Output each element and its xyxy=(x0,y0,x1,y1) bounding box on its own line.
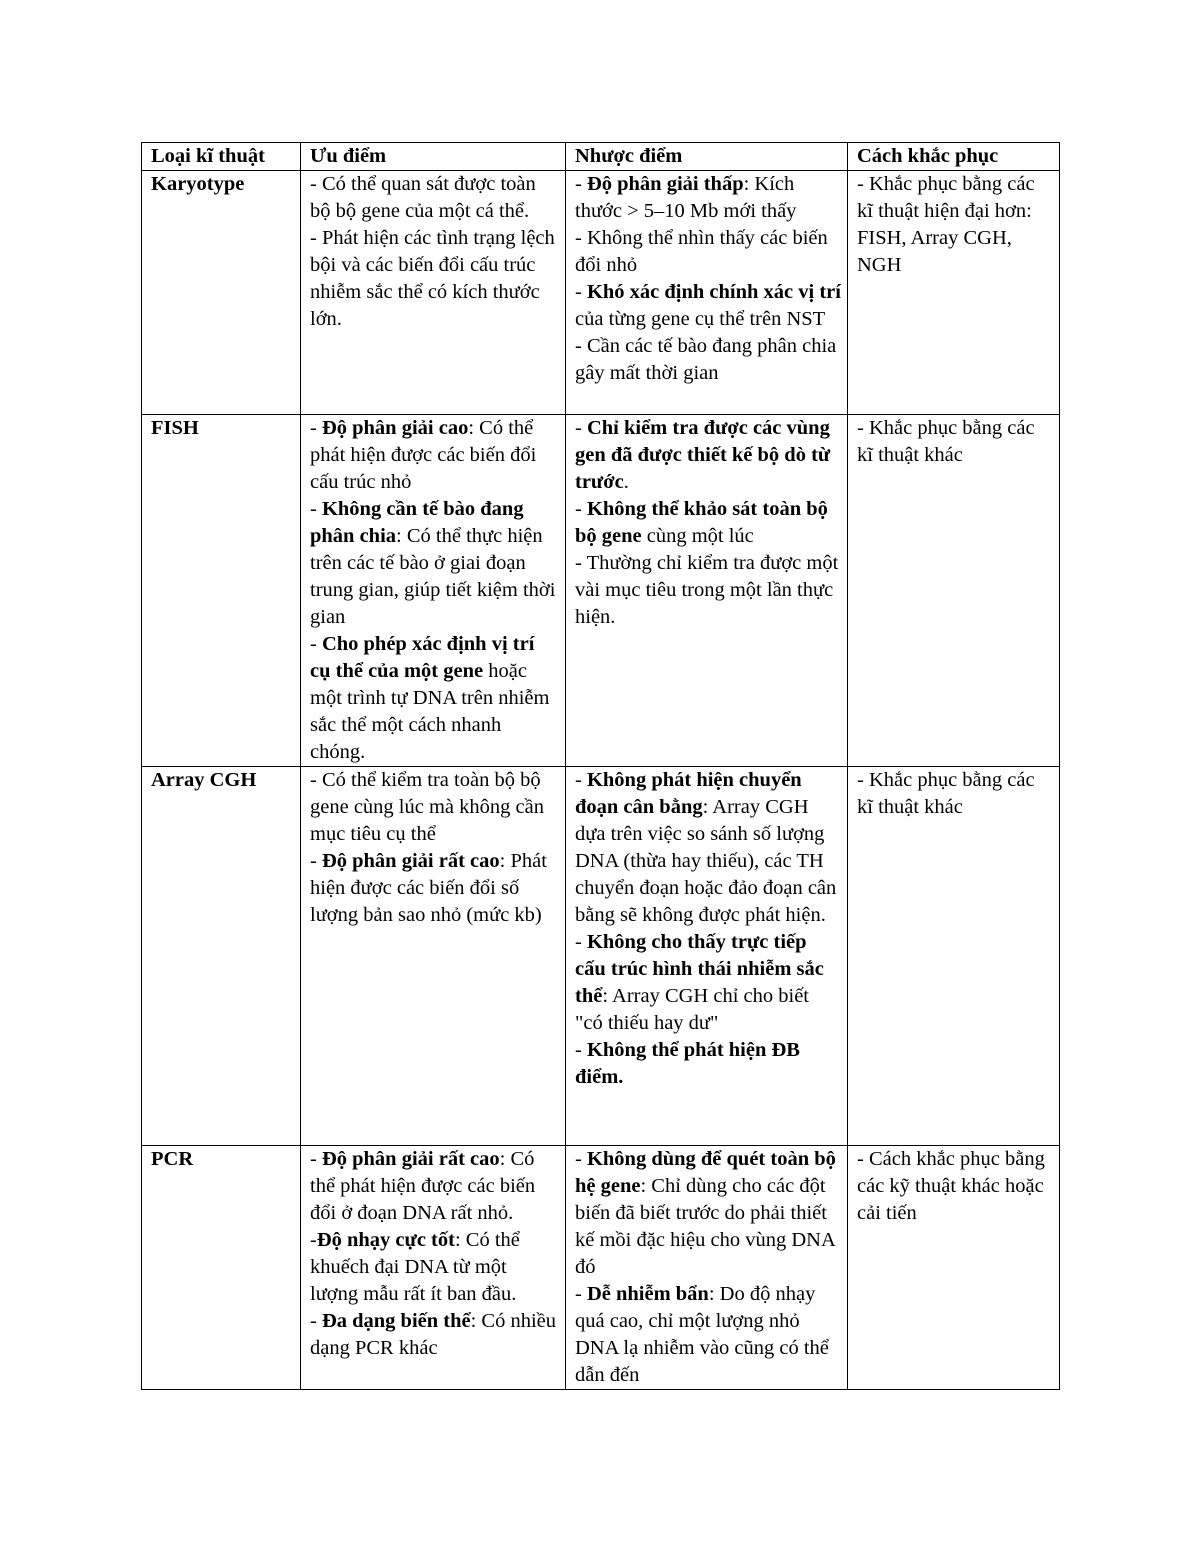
cell-line xyxy=(310,415,559,496)
cell-line xyxy=(310,496,559,631)
text-run: : Phát hiện được các biến đổi số lượng bản sao nhỏ (mức kb) xyxy=(310,850,547,926)
text-run: cùng một lúc xyxy=(641,525,754,547)
bold-text: Cho phép xác định vị trí cụ thể của một gene xyxy=(310,633,535,682)
disadvantages-cell xyxy=(566,1146,848,1390)
advantages-cell xyxy=(301,415,566,767)
text-run: - xyxy=(575,1283,587,1305)
text-run: - xyxy=(575,498,587,520)
cell-line xyxy=(575,225,841,279)
bold-text: Không cần tế bào đang phân chia xyxy=(310,498,524,547)
bold-text: Không dùng để quét toàn bộ hệ gene xyxy=(575,1148,836,1197)
text-run: - xyxy=(310,1148,322,1170)
text-run: - xyxy=(575,931,587,953)
text-run: - Khắc phục bằng các kĩ thuật khác xyxy=(857,417,1035,466)
cell-line xyxy=(310,631,559,766)
cell-line xyxy=(857,171,1053,279)
cell-line xyxy=(310,767,559,848)
disadvantages-cell xyxy=(566,415,848,767)
text-run: - Cách khắc phục bằng các kỹ thuật khác hoặc cải tiến xyxy=(857,1148,1045,1224)
text-run: . xyxy=(623,471,629,493)
remedy-cell xyxy=(848,1146,1060,1390)
cell-line xyxy=(575,767,841,929)
cell-line xyxy=(575,279,841,333)
table-row xyxy=(142,1146,1060,1390)
advantages-cell xyxy=(301,767,566,1146)
cell-line xyxy=(575,1146,841,1281)
technique-name: Array CGH xyxy=(142,767,301,1146)
table-row xyxy=(142,415,1060,767)
text-run: - Có thể kiểm tra toàn bộ bộ gene cùng lúc mà không cần mục tiêu cụ thể xyxy=(310,769,544,845)
text-run: : Chỉ dùng cho các đột biến đã biết trước do phải thiết kế mồi đặc hiệu cho vùng DNA đó xyxy=(575,1175,835,1278)
text-run: - xyxy=(310,633,322,655)
text-run: - Cần các tế bào đang phân chia gây mất thời gian xyxy=(575,335,837,384)
text-run: - Thường chỉ kiểm tra được một vài mục tiêu trong một lần thực hiện. xyxy=(575,552,839,628)
text-run: : Array CGH chỉ cho biết "có thiếu hay dư" xyxy=(575,985,809,1034)
bold-text: Đa dạng biến thể xyxy=(321,1310,471,1332)
bold-text: Độ phân giải cao xyxy=(321,417,469,439)
text-run: - xyxy=(575,281,587,303)
bold-text: Độ phân giải rất cao xyxy=(321,850,500,872)
header-disadvantages: Nhược điểm xyxy=(566,143,848,171)
text-run: - Không thể nhìn thấy các biến đổi nhỏ xyxy=(575,227,828,276)
text-run: - xyxy=(310,850,322,872)
remedy-cell xyxy=(848,415,1060,767)
technique-name: PCR xyxy=(142,1146,301,1390)
text-run: : Array CGH dựa trên việc so sánh số lượng DNA (thừa hay thiếu), các TH chuyển đoạn hoặc đảo đoạn cân bằng sẽ không được phát hiện. xyxy=(575,796,837,926)
header-technique: Loại kĩ thuật xyxy=(142,143,301,171)
remedy-cell xyxy=(848,171,1060,415)
bold-text: Không thể khảo sát toàn bộ bộ gene xyxy=(575,498,828,547)
text-run: - xyxy=(310,1310,322,1332)
cell-line xyxy=(575,333,841,387)
text-run: - xyxy=(575,1148,587,1170)
text-run: - Khắc phục bằng các kĩ thuật hiện đại hơn: FISH, Array CGH, NGH xyxy=(857,173,1035,276)
cell-line xyxy=(310,1146,559,1227)
text-run: - xyxy=(575,769,587,791)
text-run: hoặc một trình tự DNA trên nhiễm sắc thể một cách nhanh chóng. xyxy=(310,660,550,763)
header-row xyxy=(142,143,1060,171)
header-advantages: Ưu điểm xyxy=(301,143,566,171)
cell-line xyxy=(310,171,559,225)
cell-line xyxy=(857,1146,1053,1227)
technique-name: Karyotype xyxy=(142,171,301,415)
cell-line xyxy=(310,1227,559,1308)
bold-text: Độ phân giải rất cao xyxy=(321,1148,500,1170)
text-run: : Kích thước > 5–10 Mb mới thấy xyxy=(575,173,797,222)
text-run: : Có thể khuếch đại DNA từ một lượng mẫu rất ít ban đầu. xyxy=(310,1229,520,1305)
text-run: : Do độ nhạy quá cao, chỉ một lượng nhỏ DNA lạ nhiễm vào cũng có thể dẫn đến xyxy=(575,1283,829,1386)
cell-line xyxy=(575,496,841,550)
bold-text: Độ nhạy cực tốt xyxy=(316,1229,455,1251)
bold-text: Chỉ kiểm tra được các vùng gen đã được thiết kế bộ dò từ trước xyxy=(575,417,831,493)
bold-text: Không cho thấy trực tiếp cấu trúc hình thái nhiễm sắc thể xyxy=(575,931,824,1007)
cell-line xyxy=(575,415,841,496)
text-run: - Có thể quan sát được toàn bộ bộ gene của một cá thể. xyxy=(310,173,536,222)
cell-line xyxy=(575,1281,841,1389)
header-remedy: Cách khắc phục xyxy=(848,143,1060,171)
advantages-cell xyxy=(301,1146,566,1390)
bold-text: Không thể phát hiện ĐB điểm. xyxy=(575,1039,800,1088)
bold-text: Khó xác định chính xác vị trí xyxy=(586,281,841,303)
bold-text: Không phát hiện chuyển đoạn cân bằng xyxy=(575,769,802,818)
cell-line xyxy=(575,1037,841,1091)
cell-line xyxy=(310,1308,559,1362)
advantages-cell xyxy=(301,171,566,415)
text-run: - xyxy=(575,173,587,195)
bold-text: Độ phân giải thấp xyxy=(586,173,744,195)
table-row xyxy=(142,171,1060,415)
text-run: : Có thể phát hiện được các biến đổi ở đoạn DNA rất nhỏ. xyxy=(310,1148,536,1224)
text-run: - xyxy=(310,498,322,520)
cell-line xyxy=(310,848,559,929)
cell-line xyxy=(857,767,1053,821)
disadvantages-cell xyxy=(566,171,848,415)
technique-name: FISH xyxy=(142,415,301,767)
text-run: - xyxy=(575,1039,587,1061)
remedy-cell xyxy=(848,767,1060,1146)
comparison-table xyxy=(141,142,1060,1390)
table-row xyxy=(142,767,1060,1146)
text-run: - xyxy=(310,417,322,439)
text-run: : Có thể phát hiện được các biến đổi cấu trúc nhỏ xyxy=(310,417,537,493)
text-run: của từng gene cụ thể trên NST xyxy=(575,308,826,330)
cell-line xyxy=(857,415,1053,469)
cell-line xyxy=(575,171,841,225)
cell-line xyxy=(575,550,841,631)
cell-line xyxy=(310,225,559,333)
cell-line xyxy=(575,929,841,1037)
text-run: - Khắc phục bằng các kĩ thuật khác xyxy=(857,769,1035,818)
text-run: - Phát hiện các tình trạng lệch bội và các biến đổi cấu trúc nhiễm sắc thể có kích thước lớn. xyxy=(310,227,555,330)
bold-text: Dễ nhiễm bẩn xyxy=(586,1283,709,1305)
text-run: : Có thể thực hiện trên các tế bào ở giai đoạn trung gian, giúp tiết kiệm thời gian xyxy=(310,525,556,628)
text-run: : Có nhiều dạng PCR khác xyxy=(310,1310,557,1359)
text-run: - xyxy=(575,417,587,439)
disadvantages-cell xyxy=(566,767,848,1146)
text-run: - xyxy=(310,1229,317,1251)
